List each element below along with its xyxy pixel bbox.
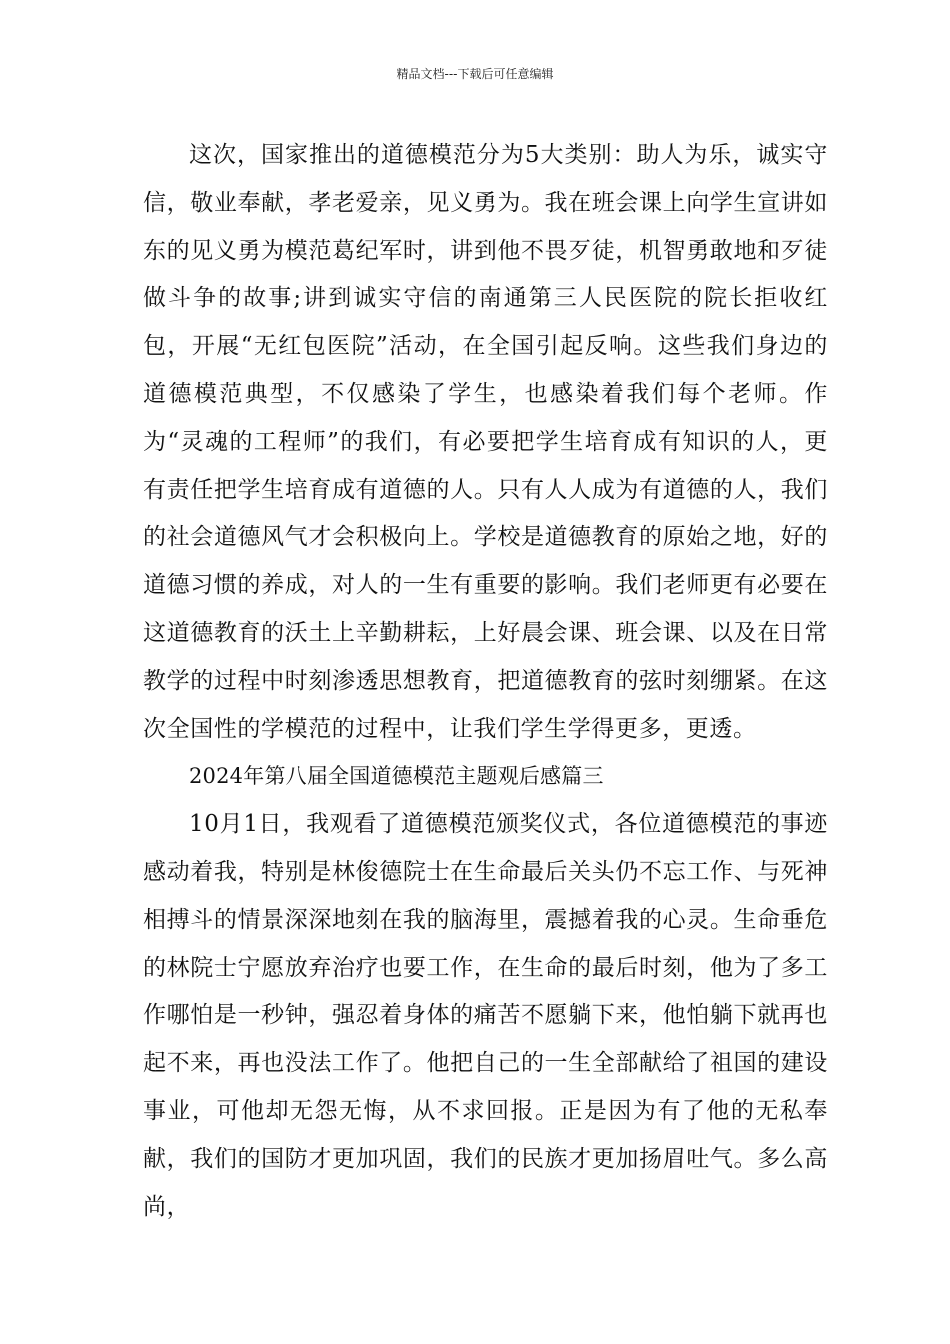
document-body: [143, 132, 828, 1231]
paragraph-award-ceremony: 10月1日，我观看了道德模范颁奖仪式，各位道德模范的事迹感动着我，特别是林俊德院士在生命最后关头仍不忘工作、与死神相搏斗的情景深深地刻在我的脑海里，震撼着我的心灵。生命垂危的林院士宁愿放弃治疗也要工作，在生命的最后时刻，他为了多工作哪怕是一秒钟，强忍着身体的痛苦不愿躺下来，他怕躺下就再也起不来，再也没法工作了。他把自己的一生全部献给了祖国的建设事业，可他却无怨无悔，从不求回报。正是因为有了他的无私奉献，我们的国防才更加巩固，我们的民族才更加扬眉吐气。多么高尚，: [143, 811, 828, 1220]
section-heading: 2024年第八届全国道德模范主题观后感篇三: [189, 764, 604, 789]
paragraph-moral-models-categories: 这次，国家推出的道德模范分为5大类别：助人为乐，诚实守信，敬业奉献，孝老爱亲，见义勇为。我在班会课上向学生宣讲如东的见义勇为模范葛纪军时，讲到他不畏歹徒，机智勇敢地和歹徒做斗争的故事;讲到诚实守信的南通第三人民医院的院长拒收红包，开展“无红包医院”活动，在全国引起反响。这些我们身边的道德模范典型，不仅感染了学生，也感染着我们每个老师。作为“灵魂的工程师”的我们，有必要把学生培育成有知识的人，更有责任把学生培育成有道德的人。只有人人成为有道德的人，我们的社会道德风气才会积极向上。学校是道德教育的原始之地，好的道德习惯的养成，对人的一生有重要的影响。我们老师更有必要在这道德教育的沃土上辛勤耕耘，上好晨会课、班会课、以及在日常教学的过程中时刻渗透思想教育，把道德教育的弦时刻绷紧。在这次全国性的学模范的过程中，让我们学生学得更多，更透。: [143, 142, 828, 742]
page-header: 精品文档---下载后可任意编辑: [396, 67, 554, 81]
